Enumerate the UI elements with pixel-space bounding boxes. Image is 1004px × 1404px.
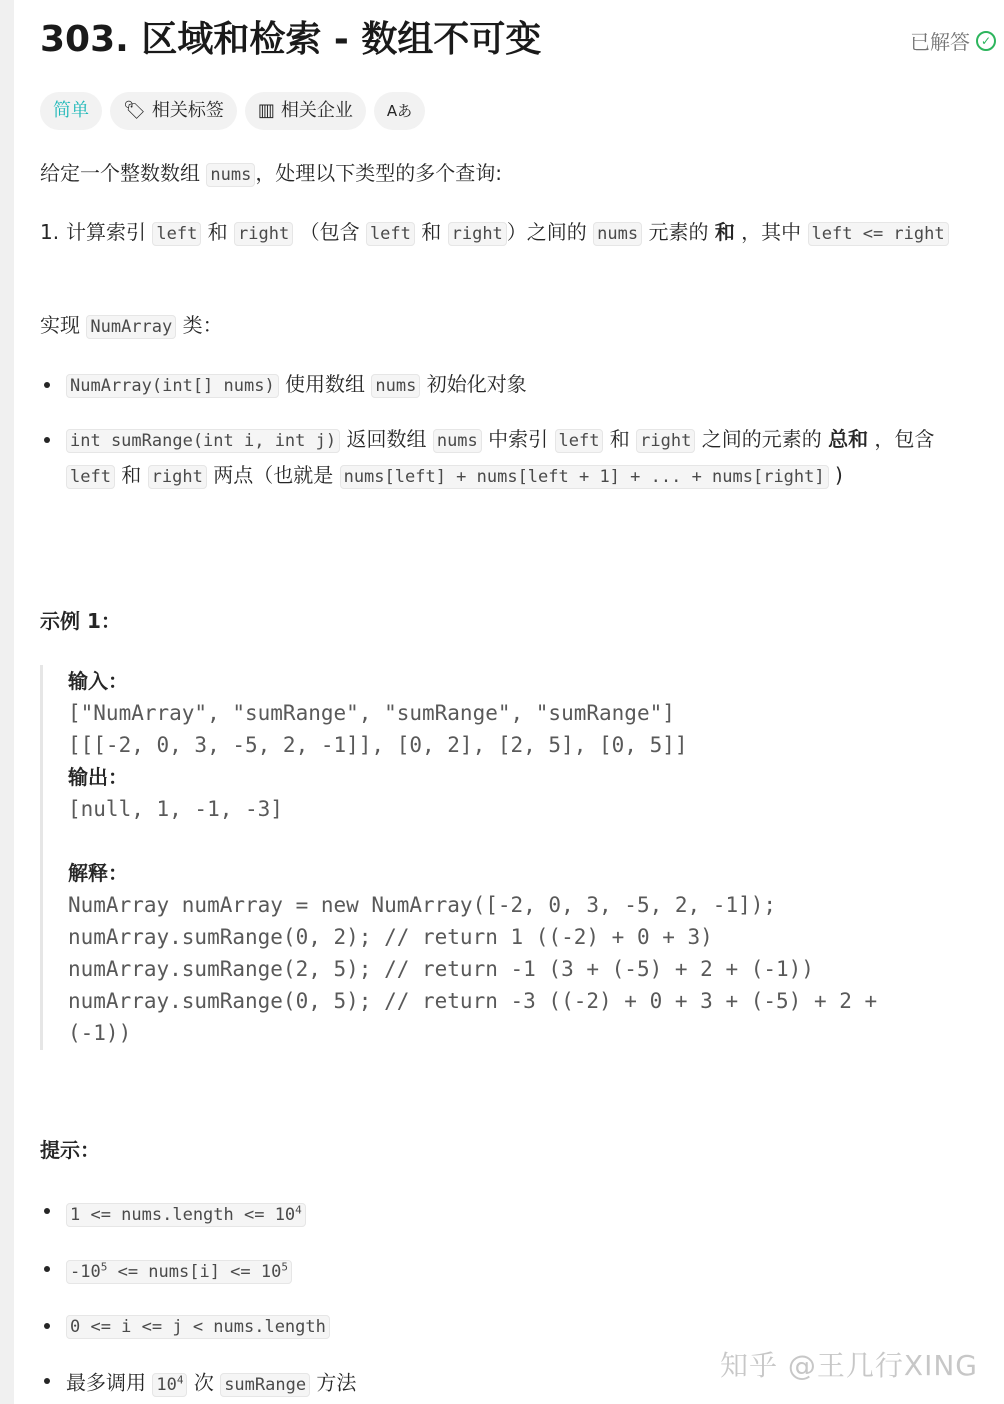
- code-line: [null, 1, -1, -3]: [68, 797, 283, 821]
- implement-paragraph: [40, 308, 980, 344]
- hints-heading: 提示：: [40, 1138, 100, 1162]
- list-item: [40, 215, 980, 251]
- example-heading: 示例 1：: [40, 609, 121, 633]
- tag-bar: [40, 92, 980, 130]
- text: 实现: [40, 313, 87, 337]
- text: 和: [603, 427, 637, 451]
- list-item: [40, 1251, 980, 1290]
- list-item: [40, 367, 980, 403]
- solved-status: [910, 26, 996, 55]
- inline-code: $-10^5$ <= nums[i] <= $10^5$: [66, 1260, 292, 1284]
- text: 初始化对象: [420, 372, 527, 396]
- method-list: [40, 367, 980, 494]
- text: 和: [201, 220, 235, 244]
- list-item: [40, 422, 980, 494]
- code-line: numArray.sumRange(0, 2); // return 1 ((-2) + 0 + 3): [68, 925, 713, 949]
- inline-code: left <= right: [808, 222, 949, 246]
- page-title: 303. 区域和检索 - 数组不可变: [40, 19, 542, 60]
- inline-code: right: [636, 429, 695, 453]
- intro-paragraph: [40, 156, 980, 192]
- text: 次: [187, 1370, 221, 1395]
- inline-code: nums: [371, 374, 420, 398]
- text: 中索引: [481, 427, 555, 451]
- list-item: [40, 1193, 980, 1232]
- text: ，包含: [868, 427, 935, 451]
- tag-icon: 🏷︎: [123, 100, 146, 121]
- inline-code: 0 <= i <= j < nums.length: [66, 1315, 330, 1339]
- text: 给定一个整数数组: [40, 161, 207, 185]
- blank-line: [68, 825, 940, 857]
- inline-code: right: [148, 465, 207, 489]
- text: 返回数组: [340, 427, 433, 451]
- text: ）之间的: [506, 220, 594, 244]
- check-circle-icon: ✓: [976, 31, 996, 51]
- related-tags-label: 相关标签: [151, 100, 224, 121]
- text: 方法: [310, 1370, 357, 1395]
- related-companies-label: 相关企业: [280, 100, 353, 121]
- translate-button[interactable]: [374, 92, 425, 130]
- text: 元素的: [642, 220, 715, 244]
- inline-code: nums[left] + nums[left + 1] + ... + nums[right]: [340, 465, 829, 489]
- input-label: 输入：: [68, 669, 128, 693]
- inline-code: left: [366, 222, 415, 246]
- query-list: [40, 215, 980, 251]
- inline-code: int sumRange(int i, int j): [66, 429, 340, 453]
- inline-code: 1 <= nums.length <= $10^4$: [66, 1203, 306, 1227]
- bold-text: 和: [714, 220, 735, 244]
- text: 类：: [176, 313, 223, 337]
- inline-code: nums: [206, 163, 255, 187]
- text: 计算索引: [66, 220, 153, 244]
- text: 两点（也就是: [206, 463, 340, 487]
- code-line: ["NumArray", "sumRange", "sumRange", "sumRange"]: [68, 701, 675, 725]
- explain-label: 解释：: [68, 861, 128, 885]
- text: ，处理以下类型的多个查询:: [255, 161, 503, 185]
- inline-code: right: [234, 222, 293, 246]
- text: 最多调用: [66, 1370, 153, 1395]
- text: 和: [114, 463, 148, 487]
- text: （包含: [293, 220, 366, 244]
- list-number: 1.: [40, 220, 60, 244]
- left-panel-edge: [0, 0, 14, 1404]
- code-line: numArray.sumRange(2, 5); // return -1 (3 + (-5) + 2 + (-1)): [68, 957, 814, 981]
- difficulty-label: 简单: [53, 100, 89, 121]
- inline-code: $10^4$: [152, 1373, 187, 1397]
- related-tags-button[interactable]: [110, 92, 237, 130]
- code-line: NumArray numArray = new NumArray([-2, 0, 3, -5, 2, -1]);: [68, 893, 777, 917]
- text: 和: [414, 220, 448, 244]
- list-item: [40, 1308, 980, 1344]
- code-line: [[[-2, 0, 3, -5, 2, -1]], [0, 2], [2, 5], [0, 5]]: [68, 733, 688, 757]
- text: ，其中: [734, 220, 808, 244]
- text: ): [828, 463, 843, 487]
- inline-code: left: [555, 429, 604, 453]
- related-companies-button[interactable]: [245, 92, 366, 130]
- inline-code: left: [66, 465, 115, 489]
- bold-text: 总和: [828, 427, 869, 451]
- translate-icon: Aあ: [386, 102, 413, 120]
- inline-code: sumRange: [220, 1373, 310, 1397]
- inline-code: right: [448, 222, 507, 246]
- inline-code: nums: [593, 222, 642, 246]
- inline-code: NumArray: [86, 315, 176, 339]
- watermark: 知乎 @王几行XING: [720, 1349, 978, 1382]
- code-line: (-1)): [68, 1021, 132, 1045]
- inline-code: left: [152, 222, 201, 246]
- text: 之间的元素的: [695, 427, 829, 451]
- inline-code: nums: [433, 429, 482, 453]
- output-label: 输出：: [68, 765, 128, 789]
- example-block: [40, 665, 940, 1050]
- text: 使用数组: [278, 372, 372, 396]
- code-line: numArray.sumRange(0, 5); // return -3 ((-2) + 0 + 3 + (-5) + 2 +: [68, 989, 878, 1013]
- inline-code: NumArray(int[] nums): [66, 374, 279, 398]
- difficulty-badge[interactable]: [40, 92, 102, 130]
- solved-label: 已解答: [910, 30, 970, 54]
- building-icon: ▥: [257, 100, 275, 121]
